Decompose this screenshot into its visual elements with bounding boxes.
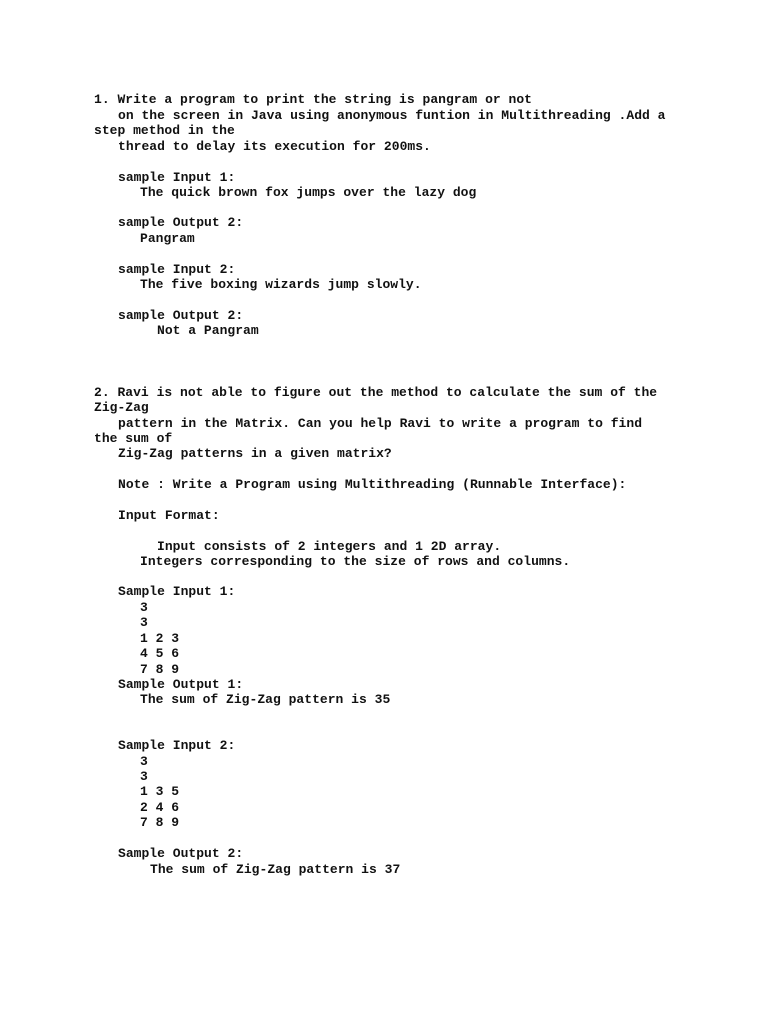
q1-sample-input-1-value: The quick brown fox jumps over the lazy dog [140,185,477,200]
q2-sample-input-2-label: Sample Input 2: [118,738,236,753]
q2-sample-output-1-value: The sum of Zig-Zag pattern is 35 [140,692,391,707]
q1-heading-line-1: 1. Write a program to print the string is pangram or not [94,92,532,107]
q2-heading-line-2: Zig-Zag [94,400,149,415]
q1-heading-line-3: step method in the [94,123,235,138]
q2-sample-input-1-line: 4 5 6 [140,646,180,661]
q2-sample-input-1-line: 7 8 9 [140,662,180,677]
q1-sample-output-1-label: sample Output 2: [118,215,244,230]
q2-sample-input-2-line: 1 3 5 [140,784,180,799]
q2-sample-output-2-value: The sum of Zig-Zag pattern is 37 [150,862,401,877]
q2-input-format-line-2: Integers corresponding to the size of rows and columns. [140,554,571,569]
q2-input-format-line-1: Input consists of 2 integers and 1 2D array. [157,539,502,554]
q2-sample-input-2-line: 3 [140,754,148,769]
q2-sample-input-1-line: 1 2 3 [140,631,180,646]
q1-sample-output-2-value: Not a Pangram [157,323,259,338]
q1-sample-input-2-label: sample Input 2: [118,262,236,277]
q2-sample-input-2-line: 7 8 9 [140,815,180,830]
q2-heading-line-4: the sum of [94,431,173,446]
q1-sample-output-2-label: sample Output 2: [118,308,244,323]
q1-heading-line-4: thread to delay its execution for 200ms. [118,139,431,154]
q1-sample-output-1-value: Pangram [140,231,195,246]
q2-heading-line-3: pattern in the Matrix. Can you help Ravi to write a program to find [118,416,643,431]
q2-sample-input-2-line: 3 [140,769,148,784]
q2-sample-output-1-label: Sample Output 1: [118,677,244,692]
q2-sample-input-1-line: 3 [140,600,148,615]
q1-sample-input-1-label: sample Input 1: [118,170,236,185]
q2-sample-input-1-line: 3 [140,615,148,630]
q1-sample-input-2-value: The five boxing wizards jump slowly. [140,277,422,292]
q2-input-format-label: Input Format: [118,508,220,523]
q2-heading-line-5: Zig-Zag patterns in a given matrix? [118,446,392,461]
q2-sample-input-2-line: 2 4 6 [140,800,180,815]
q2-sample-input-1-label: Sample Input 1: [118,584,236,599]
q2-heading-line-1: 2. Ravi is not able to figure out the method to calculate the sum of the [94,385,658,400]
q1-heading-line-2: on the screen in Java using anonymous funtion in Multithreading .Add a [118,108,666,123]
q2-sample-output-2-label: Sample Output 2: [118,846,244,861]
q2-note: Note : Write a Program using Multithreading (Runnable Interface): [118,477,627,492]
